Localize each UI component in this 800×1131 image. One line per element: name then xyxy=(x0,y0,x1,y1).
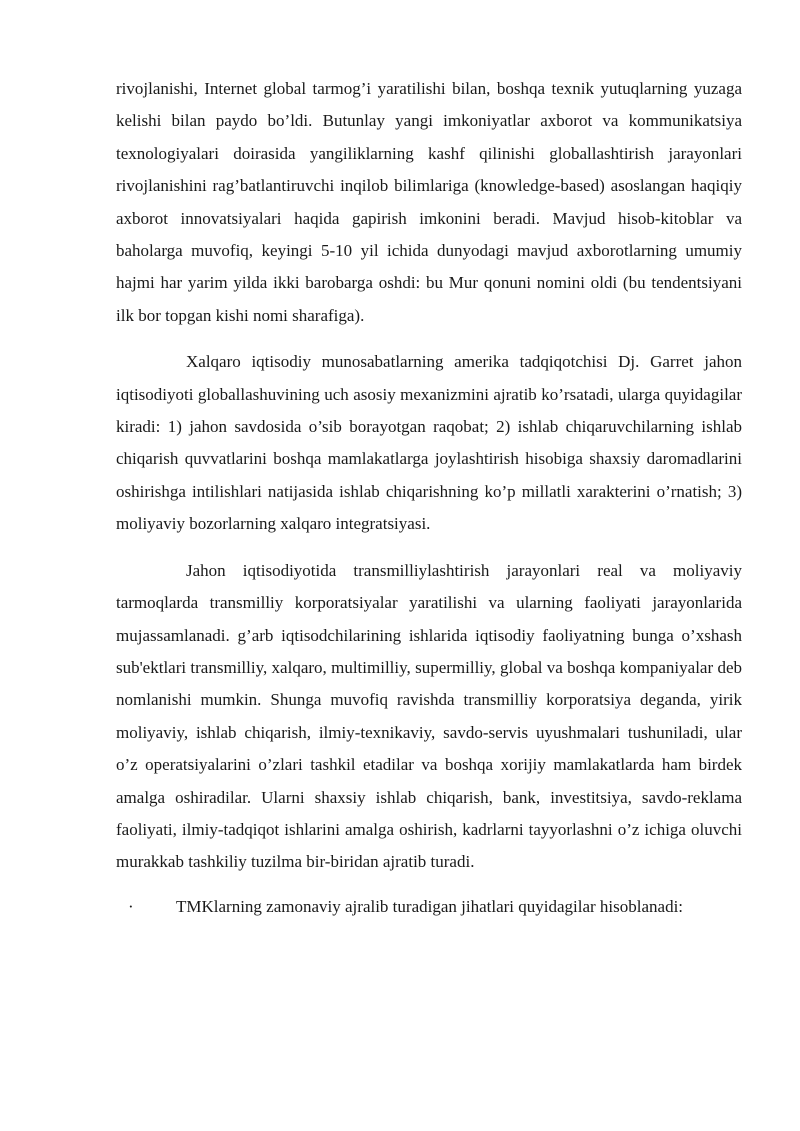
body-paragraph: rivojlanishi, Internet global tarmog’i yaratilishi bilan, boshqa texnik yutuqlarning yuzaga kelishi bilan paydo bo’ldi. Butunlay yangi imkoniyatlar axborot va kommunikatsiya texnologiyalari doirasida yangiliklarning kashf qilinishi globallashtirish jarayonlari rivojlanishini rag’batlantiruvchi inqilob bilimlariga (knowledge-based) asoslangan haqiqiy axborot innovatsiyalari haqida gapirish imkonini beradi. Mavjud hisob-kitoblar va baholarga muvofiq, keyingi 5-10 yil ichida dunyodagi mavjud axborotlarning umumiy hajmi har yarim yilda ikki barobarga oshdi: bu Mur qonuni nomini oldi (bu tendentsiyani ilk bor topgan kishi nomi sharafiga). xyxy=(116,79,742,325)
bullet-icon: · xyxy=(128,896,134,916)
bullet-text: TMKlarning zamonaviy ajralib turadigan jihatlari quyidagilar hisoblanadi: xyxy=(176,896,684,916)
body-paragraph: Xalqaro iqtisodiy munosabatlarning amerika tadqiqotchisi Dj. Garret jahon iqtisodiyoti globallashuvining uch asosiy mexanizmini ajratib ko’rsatadi, ularga quyidagilar kiradi: 1) jahon savdosida o’sib borayotgan raqobat; 2) ishlab chiqaruvchilarning ishlab chiqarish quvvatlarini boshqa mamlakatlarga joylashtirish hisobiga shaxsiy daromadlarini oshirishga intilishlari natijasida ishlab chiqarishning ko’p millatli xarakterini o’rnatish; 3) moliyaviy bozorlarning xalqaro integratsiyasi. xyxy=(116,352,742,534)
body-paragraph: Jahon iqtisodiyotida transmilliylashtirish jarayonlari real va moliyaviy tarmoqlarda transmilliy korporatsiyalar yaratilishi va ularning faoliyati jarayonlarida mujassamlanadi. g’arb iqtisodchilarining ishlarida iqtisodiy faoliyatning bunga o’xshash sub'ektlari transmilliy, xalqaro, multimilliy, supermilliy, global va boshqa kompaniyalar deb nomlanishi mumkin. Shunga muvofiq ravishda transmilliy korporatsiya deganda, yirik moliyaviy, ishlab chiqarish, ilmiy-texnikaviy, savdo-servis uyushmalari tushuniladi, ular o’z operatsiyalarini o’zlari tashkil etadilar va boshqa xorijiy mamlakatlarda ham birdek amalga oshiradilar. Ularni shaxsiy ishlab chiqarish, bank, investitsiya, savdo-reklama faoliyati, ilmiy-tadqiqot ishlarini amalga oshirish, kadrlarni tayyorlashni o’z ichiga oluvchi murakkab tashkiliy tuzilma bir-biridan ajratib turadi. xyxy=(116,560,742,872)
bullet-item xyxy=(116,891,742,923)
document-page xyxy=(116,73,742,923)
